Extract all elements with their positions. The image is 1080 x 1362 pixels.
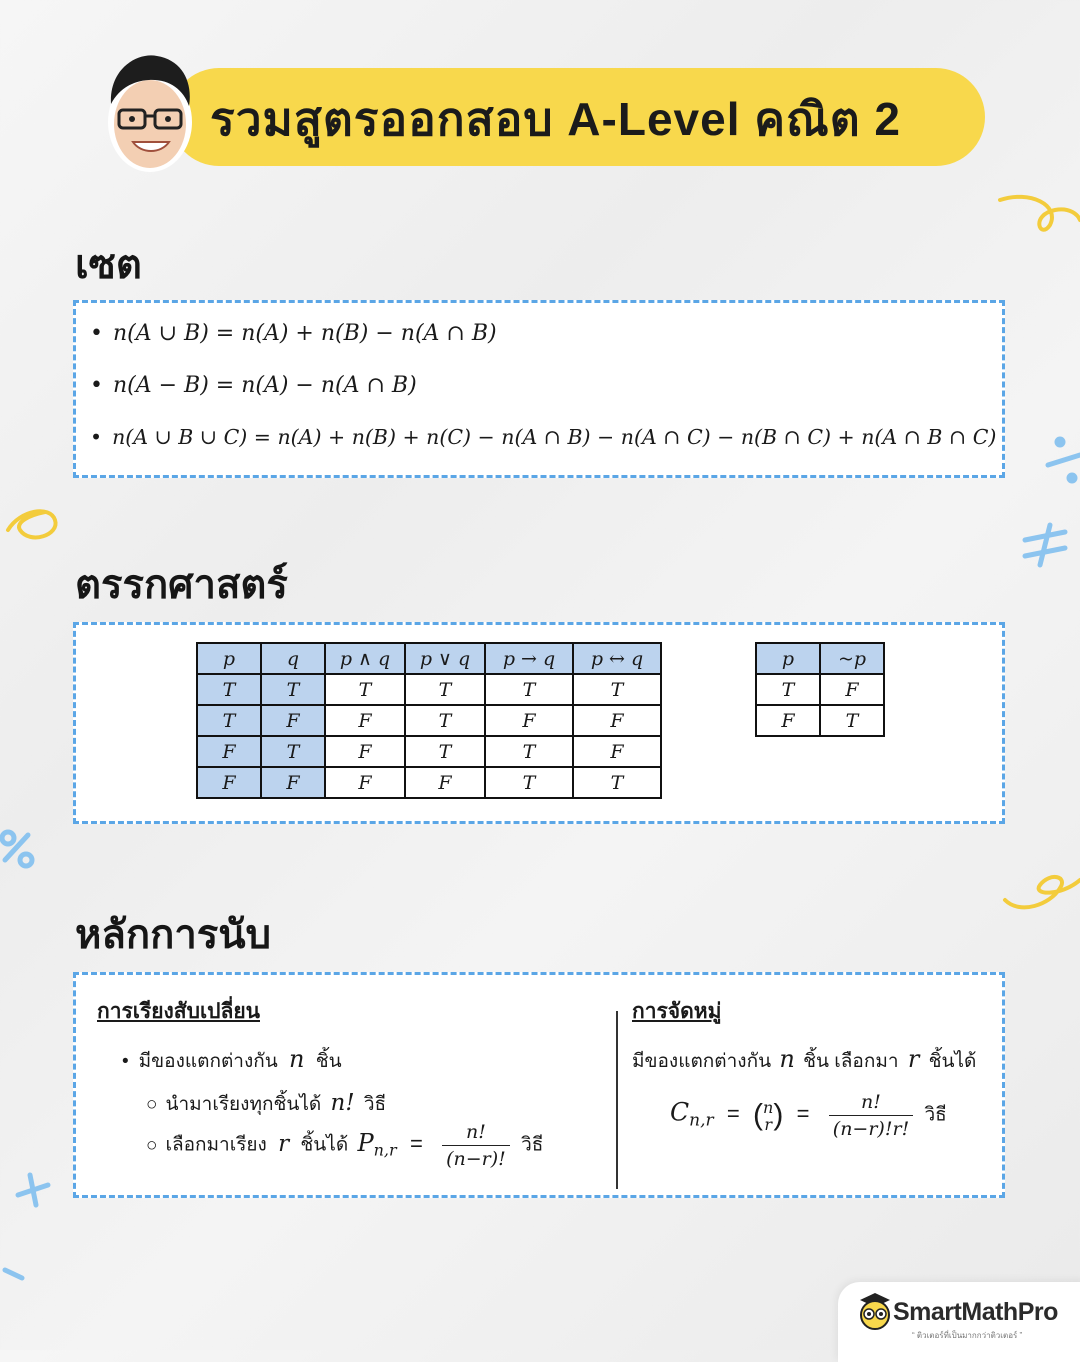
truth-table-binary (196, 642, 662, 799)
tt1-cell: F (325, 705, 405, 736)
set-formula-3: • n(A ∪ B ∪ C) = n(A) + n(B) + n(C) − n(A ∩ B) − n(A ∩ C) − n(B ∩ C) + n(A ∩ B ∩ C) (90, 425, 997, 449)
tt1-cell: T (485, 674, 573, 705)
tt1-header: p ↔ q (573, 643, 661, 674)
truth-table-negation (755, 642, 885, 737)
page-title: รวมสูตรออกสอบ A-Level คณิต 2 (210, 93, 901, 145)
tt1-cell: F (325, 767, 405, 798)
tutor-avatar-icon (97, 44, 203, 176)
tt1-cell: T (261, 736, 325, 767)
tt1-cell: F (573, 736, 661, 767)
counting-box (73, 972, 1005, 1198)
combination-formula: $C_{n,r}$ = ( n r ) = $\frac{n!}{(n-r)!r!}$ วิธี (670, 1091, 947, 1140)
tt2-header: p (756, 643, 820, 674)
tt1-cell: F (485, 705, 573, 736)
tt1-header: p → q (485, 643, 573, 674)
section-title-sets: เซต (75, 243, 142, 287)
logic-box (73, 622, 1005, 824)
tt1-cell: T (197, 705, 261, 736)
column-divider (616, 1011, 618, 1189)
logo-wordmark: SmartMathPro (893, 1298, 1058, 1326)
tt1-cell: T (573, 674, 661, 705)
tt1-cell: T (573, 767, 661, 798)
tt2-cell: F (820, 674, 884, 705)
section-title-logic: ตรรกศาสตร์ (75, 563, 288, 607)
table-row (197, 767, 661, 798)
table-row (756, 674, 884, 705)
tt1-cell: F (261, 767, 325, 798)
tt2-header: ~p (820, 643, 884, 674)
tt1-cell: T (485, 736, 573, 767)
permutation-fraction: $\frac{n!}{(n-r)!}$ (442, 1121, 510, 1170)
tt1-cell: F (197, 736, 261, 767)
table-row (197, 736, 661, 767)
table-row (756, 705, 884, 736)
tt1-header: q (261, 643, 325, 674)
tt1-cell: F (261, 705, 325, 736)
table-row (197, 705, 661, 736)
tt1-header: p ∨ q (405, 643, 485, 674)
tt1-cell: T (405, 705, 485, 736)
sets-formula-box (73, 300, 1005, 478)
tt1-cell: T (261, 674, 325, 705)
permutation-sub1: ○ นำมาเรียงทุกชิ้นได้ n! วิธี (146, 1090, 387, 1116)
combination-title: การจัดหมู่ (632, 1000, 722, 1023)
permutation-sub2: ○ เลือกมาเรียง r ชิ้นได้ $P_{n,r}$ = $\frac{n!}{(n-r)!}$ วิธี (146, 1121, 544, 1170)
tt1-header: p ∧ q (325, 643, 405, 674)
tt2-cell: T (756, 674, 820, 705)
set-formula-2: • n(A − B) = n(A) − n(A ∩ B) (90, 373, 417, 398)
combination-fraction: $\frac{n!}{(n-r)!r!}$ (829, 1091, 913, 1140)
owl-mascot-icon (856, 1290, 894, 1330)
tt1-cell: F (405, 767, 485, 798)
combination-description: มีของแตกต่างกัน n ชิ้น เลือกมา r ชิ้นได้ (632, 1045, 977, 1073)
logo-tagline: “ ติวเตอร์ที่เป็นมากกว่าติวเตอร์ ” (912, 1331, 1023, 1340)
tt1-cell: T (405, 736, 485, 767)
permutation-title: การเรียงสับเปลี่ยน (97, 1000, 260, 1023)
tt1-cell: T (325, 674, 405, 705)
tt1-cell: T (485, 767, 573, 798)
tt2-cell: F (756, 705, 820, 736)
tt1-cell: T (405, 674, 485, 705)
tt1-header: p (197, 643, 261, 674)
permutation-bullet: • มีของแตกต่างกัน n ชิ้น (122, 1045, 342, 1073)
tt1-cell: F (573, 705, 661, 736)
tt1-cell: F (197, 767, 261, 798)
tt1-cell: T (197, 674, 261, 705)
section-title-counting: หลักการนับ (75, 913, 271, 957)
tt2-cell: T (820, 705, 884, 736)
table-row (197, 674, 661, 705)
set-formula-1: • n(A ∪ B) = n(A) + n(B) − n(A ∩ B) (90, 321, 497, 346)
tt1-cell: F (325, 736, 405, 767)
